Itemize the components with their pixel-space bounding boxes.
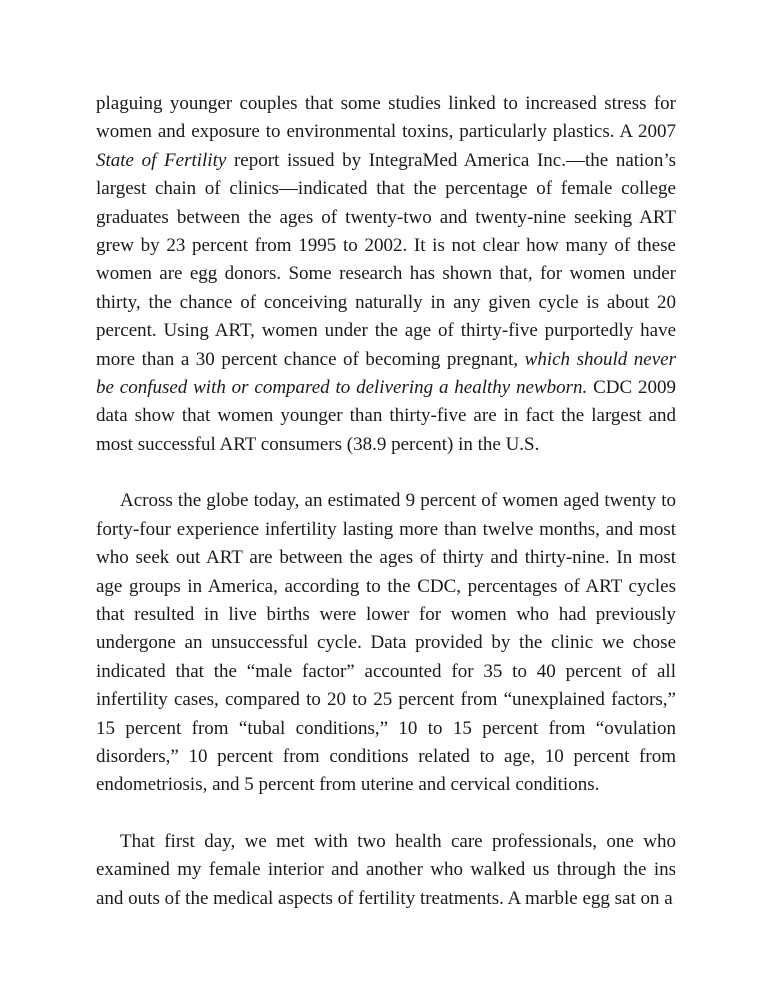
paragraph-1-title-italic: State of Fertility [96,149,227,171]
paragraph-1-text-1: plaguing younger couples that some studies linked to increased stress for women and exposure to environmental toxins, particularly plastics. A 2007 [96,93,676,143]
paragraph-1 [96,90,676,459]
paragraph-1-emphasis-italic: which should never be confused with or compared to delivering a healthy newborn. [96,348,676,399]
paragraph-2-text: Across the globe today, an estimated 9 percent of women aged twenty to forty-four experience infertility lasting more than twelve months, and most who seek out ART are between the ages of thirty and thirty-nine. In most age groups in America, according to the CDC, percentages of ART cycles that resulted in live births were lower for women who had previously undergone an unsuccessful cycle. Data provided by the clinic we chose indicated that the “male factor” accounted for 35 to 40 percent of all infertility cases, compared to 20 to 25 percent from “unexplained factors,” 15 percent from “tubal conditions,” 10 to 15 percent from “ovulation disorders,” 10 percent from conditions related to age, 10 percent from endometriosis, and 5 percent from uterine and cervical conditions. [96,490,676,796]
paragraph-3-text: That first day, we met with two health care professionals, one who examined my female interior and another who walked us through the ins and outs of the medical aspects of fertility treatments. A marble egg sat on a [96,830,676,909]
paragraph-2 [96,487,676,799]
paragraph-1-text-2: report issued by IntegraMed America Inc.—the nation’s largest chain of clinics—indicated that the percentage of female college graduates between the ages of twenty-two and twenty-nine seeking ART grew by 23 percent from 1995 to 2002. It is not clear how many of these women are egg donors. Some research has shown that, for women under thirty, the chance of conceiving naturally in any given cycle is about 20 percent. Using ART, women under the age of thirty-five purportedly have more than a 30 percent chance of becoming pregnant, [96,149,676,370]
paragraph-1-text-3: CDC 2009 data show that women younger than thirty-five are in fact the largest and most successful ART consumers (38.9 percent) in the U.S. [96,377,676,455]
body-text [96,90,676,913]
paragraph-3 [96,828,676,913]
